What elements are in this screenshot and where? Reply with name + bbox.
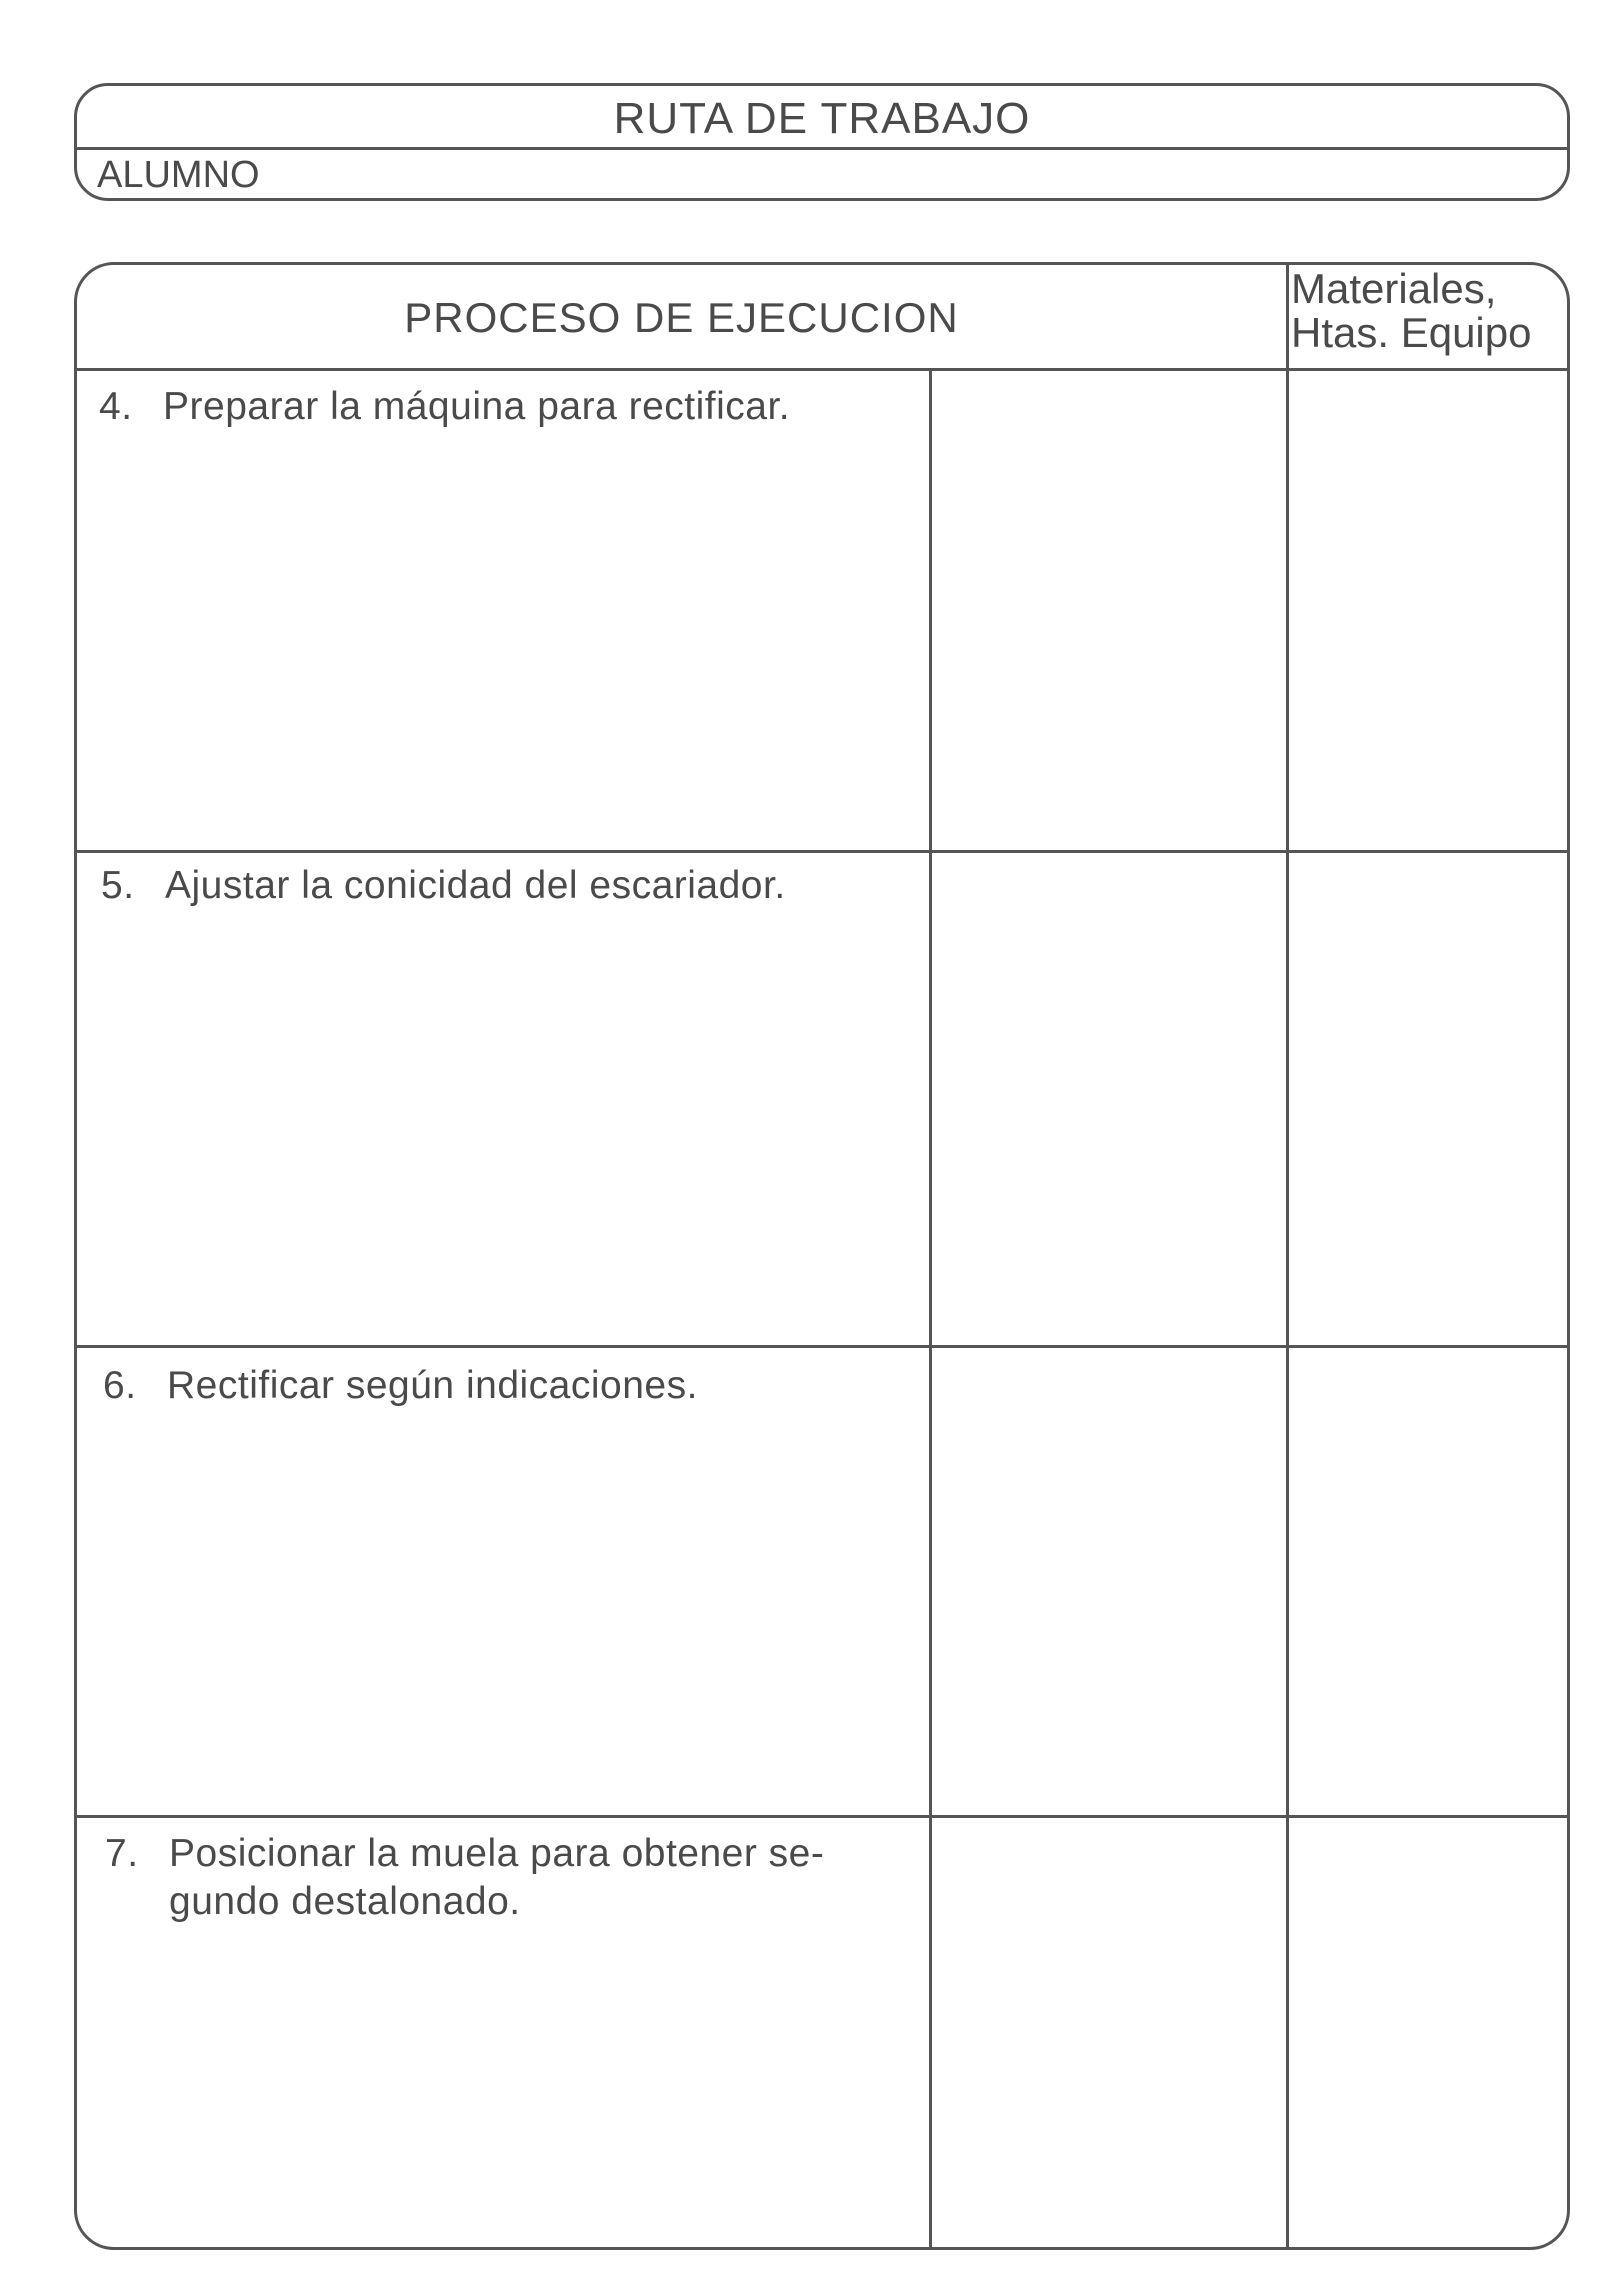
step-number: 6. (103, 1364, 137, 1407)
step-text: Posicionar la muela para obtener se- gundo destalonado. (169, 1832, 825, 1923)
step-number: 4. (99, 385, 133, 428)
row-divider-3 (77, 1815, 1567, 1818)
step-text: Rectificar según indicaciones. (167, 1364, 698, 1407)
step-number: 7. (105, 1832, 139, 1875)
middle-column-divider (929, 368, 932, 2247)
student-label: ALUMNO (97, 154, 260, 196)
execution-table (74, 262, 1570, 2250)
header-box (74, 83, 1570, 201)
process-column-header: PROCESO DE EJECUCION (404, 294, 959, 341)
materials-header-line2: Htas. Equipo (1291, 309, 1532, 356)
row-divider-2 (77, 1345, 1567, 1348)
header-row-divider (77, 368, 1567, 371)
page-title: RUTA DE TRABAJO (613, 94, 1031, 143)
step-number: 5. (101, 864, 135, 907)
materials-column-header (1291, 267, 1571, 355)
row-divider-1 (77, 850, 1567, 853)
materials-header-line1: Materiales, (1291, 265, 1497, 312)
materials-column-divider (1286, 265, 1289, 2247)
step-text: Ajustar la conicidad del escariador. (165, 864, 786, 907)
header-divider (77, 147, 1567, 150)
step-text: Preparar la máquina para rectificar. (163, 385, 791, 428)
